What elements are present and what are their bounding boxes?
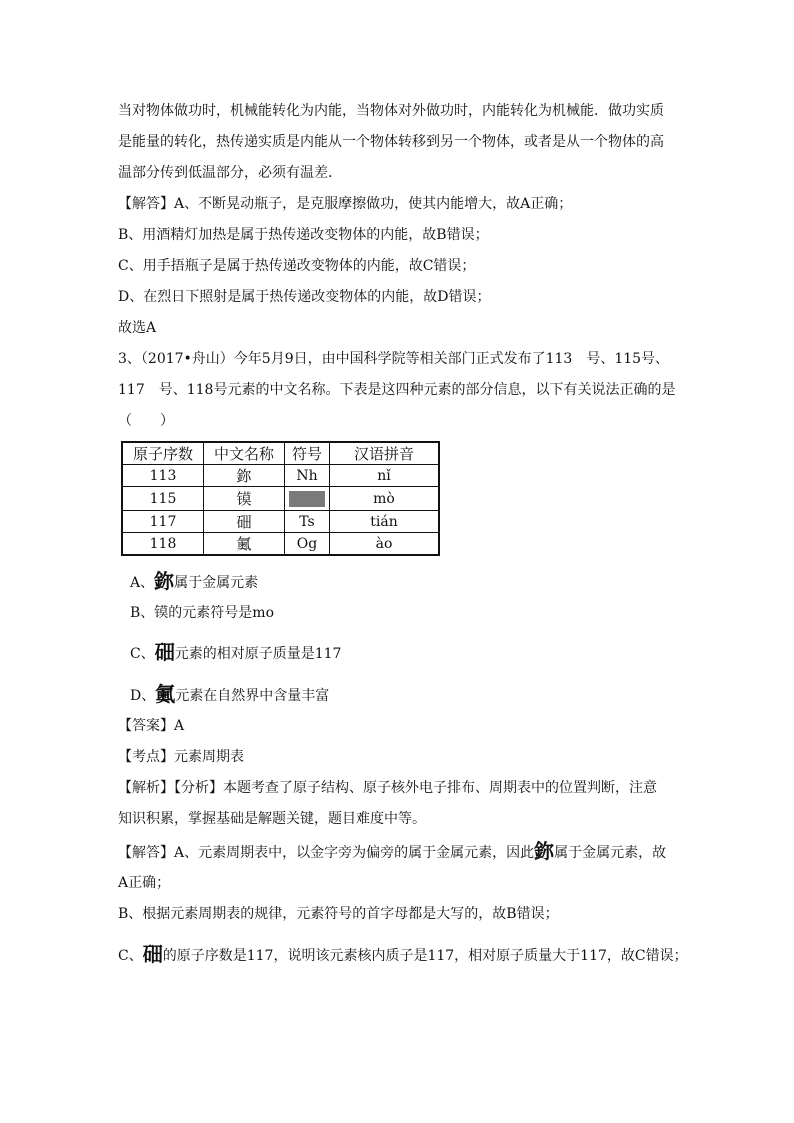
option-c: C、鿬元素的相对原子质量是117 — [130, 640, 342, 664]
cell-name: 鉨 — [204, 465, 285, 487]
text-line: B、用酒精灯加热是属于热传递改变物体的内能，故B错误； — [118, 227, 489, 243]
question-text: 3、（2017•舟山）今年5月9日，由中国科学院等相关部门正式发布了113 号、115号、 — [118, 351, 670, 367]
cell-name: 鿬 — [204, 511, 285, 533]
cell-symbol: Og — [285, 533, 330, 556]
element-table — [121, 441, 440, 556]
header-symbol: 符号 — [285, 442, 330, 465]
cell-name: 鿫 — [204, 533, 285, 556]
cell-name: 镆 — [204, 487, 285, 511]
table-row — [122, 487, 439, 511]
header-pinyin: 汉语拼音 — [330, 442, 440, 465]
option-b: B、镆的元素符号是mo — [130, 605, 274, 621]
solution-line: 【解答】A、元素周期表中，以金字旁为偏旁的属于金属元素，因此鉨属于金属元素，故 — [118, 839, 667, 863]
cell-num: 118 — [122, 533, 204, 556]
cell-symbol: Nh — [285, 465, 330, 487]
analysis-line: 【解析】【分析】本题考查了原子结构、原子核外电子排布、周期表中的位置判断，注意 — [118, 780, 657, 796]
analysis-line: 知识积累，掌握基础是解题关键，题目难度中等。 — [118, 811, 426, 827]
table-header-row — [122, 442, 439, 465]
table-row — [122, 511, 439, 533]
question-text: （ ） — [118, 413, 174, 429]
solution-line: C、鿬的原子序数是117，说明该元素核内质子是117，相对原子质量大于117，故C错误； — [118, 942, 688, 966]
cell-pinyin: mò — [330, 487, 440, 511]
text-line: 故选A — [118, 320, 157, 336]
option-d: D、鿫元素在自然界中含量丰富 — [130, 682, 330, 706]
text-line: 温部分传到低温部分，必须有温差． — [118, 165, 342, 181]
text-line: 【解答】A、不断晃动瓶子，是克服摩擦做功，使其内能增大，故A正确； — [118, 196, 573, 212]
cell-num: 117 — [122, 511, 204, 533]
solution-line: B、根据元素周期表的规律，元素符号的首字母都是大写的，故B错误； — [118, 906, 559, 922]
cell-symbol: Ts — [285, 511, 330, 533]
redacted-symbol-box — [289, 491, 325, 507]
table-row — [122, 465, 439, 487]
solution-line: A正确； — [118, 875, 171, 891]
kaodian-line: 【考点】元素周期表 — [118, 749, 244, 765]
text-line: D、在烈日下照射是属于热传递改变物体的内能，故D错误； — [118, 289, 491, 305]
option-a: A、鉨属于金属元素 — [130, 569, 259, 593]
cell-pinyin: ào — [330, 533, 440, 556]
text-line: 是能量的转化，热传递实质是内能从一个物体转移到另一个物体，或者是从一个物体的高 — [118, 134, 664, 150]
header-atomic-number: 原子序数 — [122, 442, 204, 465]
cell-num: 113 — [122, 465, 204, 487]
answer-line: 【答案】A — [118, 718, 185, 734]
question-text: 117 号、118号元素的中文名称。下表是这四种元素的部分信息，以下有关说法正确的是 — [118, 382, 676, 398]
header-chinese-name: 中文名称 — [204, 442, 285, 465]
cell-pinyin: nǐ — [330, 465, 440, 487]
cell-num: 115 — [122, 487, 204, 511]
cell-symbol-hidden — [285, 487, 330, 511]
text-line: 当对物体做功时，机械能转化为内能，当物体对外做功时，内能转化为机械能．做功实质 — [118, 103, 664, 119]
table-row — [122, 533, 439, 556]
cell-pinyin: tián — [330, 511, 440, 533]
text-line: C、用手捂瓶子是属于热传递改变物体的内能，故C错误； — [118, 258, 476, 274]
